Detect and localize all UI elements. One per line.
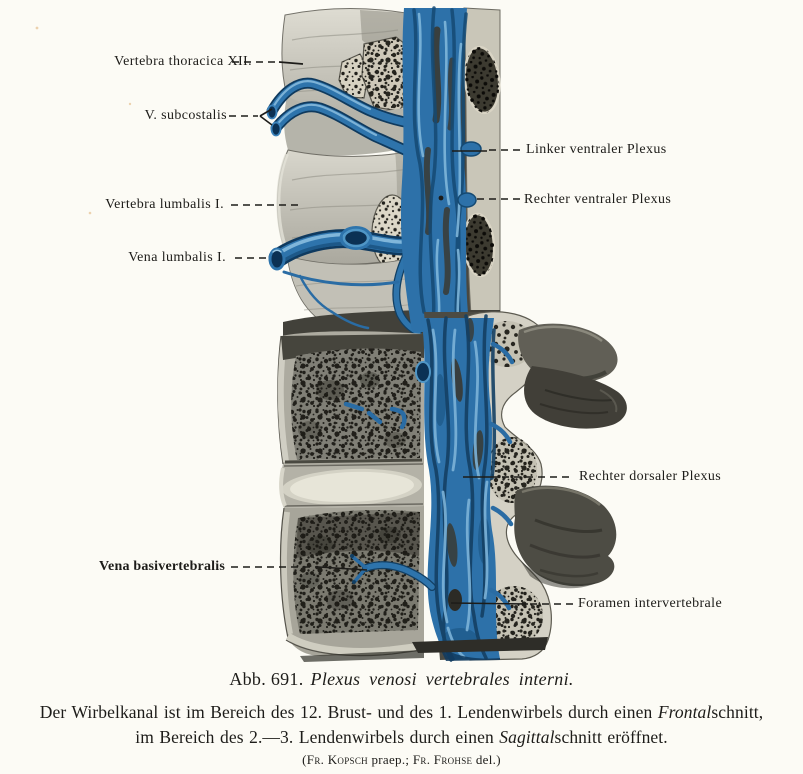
description-line2-text: im Bereich des 2.—3. Lendenwirbels durch einen [135, 727, 500, 747]
description-line-2 [0, 727, 803, 748]
description-line-1 [0, 702, 803, 723]
label-vena-basivertebralis: Vena basivertebralis [99, 559, 225, 574]
leader-foramen-intervertebrale [451, 603, 573, 604]
credit-preparator: (Fr. Kopsch [302, 752, 368, 767]
credit-sep2: del.) [472, 752, 501, 767]
label-linker-ventraler-plexus: Linker ventraler Plexus [526, 142, 667, 157]
label-foramen-intervertebrale: Foramen intervertebrale [578, 596, 723, 611]
description-line2-end: schnitt eröffnet. [554, 727, 668, 747]
label-rechter-ventraler-plexus: Rechter ventraler Plexus [524, 192, 672, 207]
label-vertebra-thoracica-xii: Vertebra thoracica XII. [114, 54, 252, 69]
label-vena-lumbalis-i: Vena lumbalis I. [128, 250, 226, 265]
label-vertebra-lumbalis-i: Vertebra lumbalis I. [105, 197, 224, 212]
figure-number: Abb. 691. [229, 669, 304, 689]
description-line1-text: Der Wirbelkanal ist im Bereich des 12. Brust- und des 1. Lendenwirbels durch einen [39, 702, 658, 722]
description-line1-end: schnitt, [711, 702, 764, 722]
inferior-articular-process [514, 486, 616, 589]
description-line2-italic: Sagittal [499, 727, 555, 747]
description-line1-italic: Frontal [657, 702, 712, 722]
lumbar-body-l2-cut [278, 331, 424, 468]
label-v-subcostalis: V. subcostalis [144, 108, 227, 123]
credit-line [0, 752, 803, 768]
label-rechter-dorsaler-plexus: Rechter dorsaler Plexus [579, 469, 722, 484]
credit-illustrator: Fr. Frohse [412, 752, 473, 767]
lumbar-body-l3-cut [281, 506, 424, 662]
intervertebral-disc-lower [280, 464, 424, 508]
leader-v-subcostalis [229, 109, 272, 125]
figure-caption [0, 669, 803, 690]
figure-title: Plexus venosi vertebrales interni. [310, 669, 574, 689]
superior-articular-process [518, 324, 627, 429]
credit-sep1: praep.; [367, 752, 413, 767]
